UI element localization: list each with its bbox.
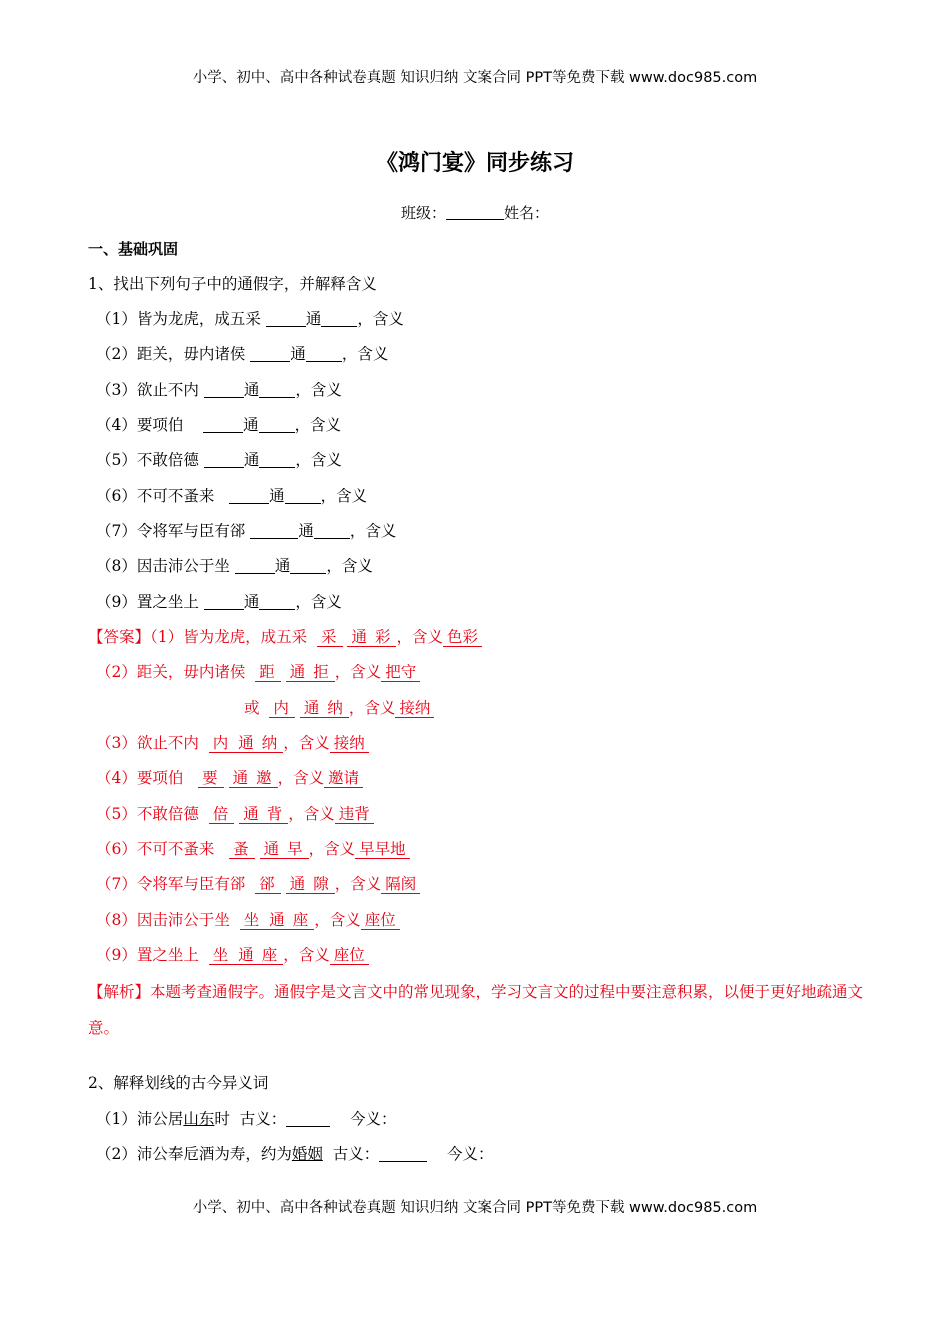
- underlined-word: 山东: [183, 1110, 215, 1128]
- blank[interactable]: [379, 1145, 427, 1162]
- answer-meaning: 违背: [335, 805, 374, 824]
- answer-meaning: 邀请: [324, 769, 363, 788]
- tong-text: 通: [234, 946, 258, 965]
- answer-tag: 【答案】: [88, 628, 151, 646]
- blank[interactable]: [259, 416, 295, 433]
- tong-text: 通: [269, 487, 285, 505]
- q1-item-text: （8）因击沛公于坐: [96, 557, 230, 575]
- answer-line: [96, 767, 363, 789]
- tong-text: 通: [300, 699, 324, 718]
- q1-item: [96, 520, 396, 542]
- q1-item-text: （9）置之坐上: [96, 593, 199, 611]
- hanyi-text: ，含义: [341, 345, 389, 363]
- q2-item-text: （1）沛公居: [96, 1110, 184, 1128]
- blank[interactable]: [286, 1110, 330, 1127]
- hanyi-text: ，含义: [277, 769, 325, 787]
- tong-text: 通: [286, 663, 310, 682]
- answer-line: [88, 626, 482, 648]
- tong-text: 通: [305, 310, 322, 328]
- answer-char: 隙: [309, 875, 335, 894]
- tong-text: 通: [260, 840, 284, 859]
- answer-char: 要: [198, 769, 224, 788]
- answer-line: [96, 873, 420, 895]
- hanyi-text: ，含义: [334, 663, 382, 681]
- tong-text: 通: [347, 628, 371, 647]
- answer-meaning: 座位: [361, 911, 400, 930]
- blank[interactable]: [290, 557, 326, 574]
- answer-char: 坐: [209, 946, 235, 965]
- answer-question: （6）不可不蚤来: [96, 840, 215, 858]
- gu-label: 古义：: [332, 1145, 380, 1163]
- blank[interactable]: [250, 522, 298, 539]
- q1-item-text: （2）距关，毋内诸侯: [96, 345, 246, 363]
- q1-item-text: （6）不可不蚤来: [96, 487, 215, 505]
- answer-char: 拒: [309, 663, 335, 682]
- q1-item: [96, 414, 341, 436]
- answer-line: [244, 697, 434, 719]
- q1-item-text: （4）要项伯: [96, 416, 184, 434]
- answer-line: [96, 909, 400, 931]
- answer-question: （2）距关，毋内诸侯: [96, 663, 246, 681]
- answer-char: 蚤: [229, 840, 255, 859]
- hanyi-text: ，含义: [288, 805, 335, 823]
- blank[interactable]: [306, 345, 342, 362]
- underlined-word: 婚姻: [291, 1145, 323, 1163]
- answer-char: 采: [317, 628, 343, 647]
- q1-item: [96, 591, 342, 613]
- jin-label: 今义：: [350, 1110, 397, 1128]
- answer-question: （4）要项伯: [96, 769, 184, 787]
- tong-text: 通: [298, 522, 314, 540]
- answer-meaning: 隔阂: [381, 875, 420, 894]
- tong-text: 通: [239, 805, 263, 824]
- or-text: 或: [244, 699, 260, 717]
- answer-meaning: 接纳: [330, 734, 369, 753]
- answer-question: （1）皆为龙虎，成五采: [150, 628, 308, 646]
- hanyi-text: ，含义: [348, 699, 396, 717]
- tong-text: 通: [229, 769, 253, 788]
- hanyi-text: ，含义: [396, 628, 443, 646]
- section-heading: 一、基础巩固: [88, 240, 179, 258]
- answer-char: 背: [263, 805, 289, 824]
- hanyi-text: ，含义: [283, 946, 330, 964]
- blank[interactable]: [204, 593, 244, 610]
- tong-text: 通: [243, 416, 259, 434]
- answer-question: （5）不敢倍德: [96, 805, 199, 823]
- answer-line: [96, 838, 410, 860]
- page-title: 《鸿门宴》同步练习: [375, 151, 574, 176]
- q1-item: [96, 379, 342, 401]
- q2-item: [96, 1143, 494, 1165]
- blank[interactable]: [266, 310, 306, 327]
- q1-item-text: （1）皆为龙虎，成五采: [96, 310, 261, 328]
- blank[interactable]: [203, 416, 243, 433]
- hanyi-text: ，含义: [334, 875, 382, 893]
- hanyi-text: ，含义: [357, 310, 404, 328]
- blank[interactable]: [259, 451, 295, 468]
- tong-text: 通: [286, 875, 310, 894]
- q1-item-text: （7）令将军与臣有郤: [96, 522, 246, 540]
- answer-line: [96, 661, 420, 683]
- answer-char: 距: [255, 663, 281, 682]
- answer-char: 郤: [255, 875, 281, 894]
- tong-text: 通: [290, 345, 306, 363]
- q1-item: [96, 555, 373, 577]
- blank[interactable]: [285, 487, 321, 504]
- answer-char: 彩: [371, 628, 397, 647]
- gu-label: 古义：: [239, 1110, 287, 1128]
- jin-label: 今义：: [446, 1145, 494, 1163]
- q2-item-text: 时: [214, 1110, 230, 1128]
- hanyi-text: ，含义: [314, 911, 361, 929]
- answer-char: 纳: [258, 734, 284, 753]
- answer-question: （9）置之坐上: [96, 946, 199, 964]
- question-1-prompt: 1、找出下列句子中的通假字，并解释含义: [88, 275, 377, 293]
- tong-text: 通: [265, 911, 289, 930]
- page-header: 小学、初中、高中各种试卷真题 知识归纳 文案合同 PPT等免费下载 www.doc985.com: [192, 70, 758, 86]
- answer-question: （7）令将军与臣有郤: [96, 875, 246, 893]
- blank[interactable]: [204, 451, 244, 468]
- blank[interactable]: [259, 381, 295, 398]
- name-label: 姓名：: [504, 204, 550, 222]
- answer-char: 邀: [252, 769, 278, 788]
- analysis-paragraph: [88, 974, 870, 1046]
- hanyi-text: ，含义: [320, 487, 368, 505]
- q1-item-text: （5）不敢倍德: [96, 451, 199, 469]
- hanyi-text: ，含义: [295, 593, 342, 611]
- blank[interactable]: [229, 487, 269, 504]
- class-blank[interactable]: [446, 205, 504, 220]
- q1-item: [96, 308, 404, 330]
- q1-item: [96, 343, 388, 365]
- hanyi-text: ，含义: [283, 734, 330, 752]
- blank[interactable]: [235, 557, 275, 574]
- answer-meaning: 座位: [330, 946, 369, 965]
- tong-text: 通: [243, 381, 260, 399]
- blank[interactable]: [321, 310, 357, 327]
- hanyi-text: ，含义: [308, 840, 356, 858]
- class-label: 班级：: [400, 204, 446, 222]
- page-footer: 小学、初中、高中各种试卷真题 知识归纳 文案合同 PPT等免费下载 www.doc985.com: [192, 1200, 758, 1216]
- answer-meaning: 把守: [381, 663, 420, 682]
- q1-item: [96, 485, 367, 507]
- hanyi-text: ，含义: [294, 416, 342, 434]
- answer-char: 座: [258, 946, 284, 965]
- answer-line: [96, 732, 369, 754]
- q2-item-text: （2）沛公奉卮酒为寿，约为: [96, 1145, 292, 1163]
- question-2-prompt: 2、解释划线的古今异义词: [88, 1074, 269, 1092]
- analysis-tag: 【解析】: [88, 983, 151, 1001]
- q1-item-text: （3）欲止不内: [96, 381, 199, 399]
- answer-char: 内: [269, 699, 295, 718]
- blank[interactable]: [314, 522, 350, 539]
- class-name-line: [0, 202, 950, 223]
- hanyi-text: ，含义: [326, 557, 373, 575]
- answer-meaning: 色彩: [443, 628, 482, 647]
- blank[interactable]: [250, 345, 290, 362]
- hanyi-text: ，含义: [295, 451, 342, 469]
- blank[interactable]: [259, 593, 295, 610]
- answer-question: （8）因击沛公于坐: [96, 911, 230, 929]
- tong-text: 通: [234, 734, 258, 753]
- answer-char: 早: [283, 840, 309, 859]
- answer-meaning: 接纳: [395, 699, 434, 718]
- answer-char: 倍: [209, 805, 235, 824]
- analysis-text: 本题考查通假字。通假字是文言文中的常见现象，学习文言文的过程中要注意积累，以便于更好地疏通文意。: [88, 983, 864, 1037]
- q1-item: [96, 449, 342, 471]
- q2-item: [96, 1108, 397, 1130]
- blank[interactable]: [204, 381, 244, 398]
- answer-meaning: 早早地: [355, 840, 410, 859]
- tong-text: 通: [243, 451, 260, 469]
- answer-char: 座: [289, 911, 315, 930]
- hanyi-text: ，含义: [349, 522, 397, 540]
- answer-line: [96, 803, 374, 825]
- tong-text: 通: [274, 557, 291, 575]
- answer-char: 纳: [323, 699, 349, 718]
- hanyi-text: ，含义: [295, 381, 342, 399]
- answer-char: 坐: [240, 911, 266, 930]
- answer-question: （3）欲止不内: [96, 734, 199, 752]
- tong-text: 通: [243, 593, 260, 611]
- answer-line: [96, 944, 369, 966]
- answer-char: 内: [209, 734, 235, 753]
